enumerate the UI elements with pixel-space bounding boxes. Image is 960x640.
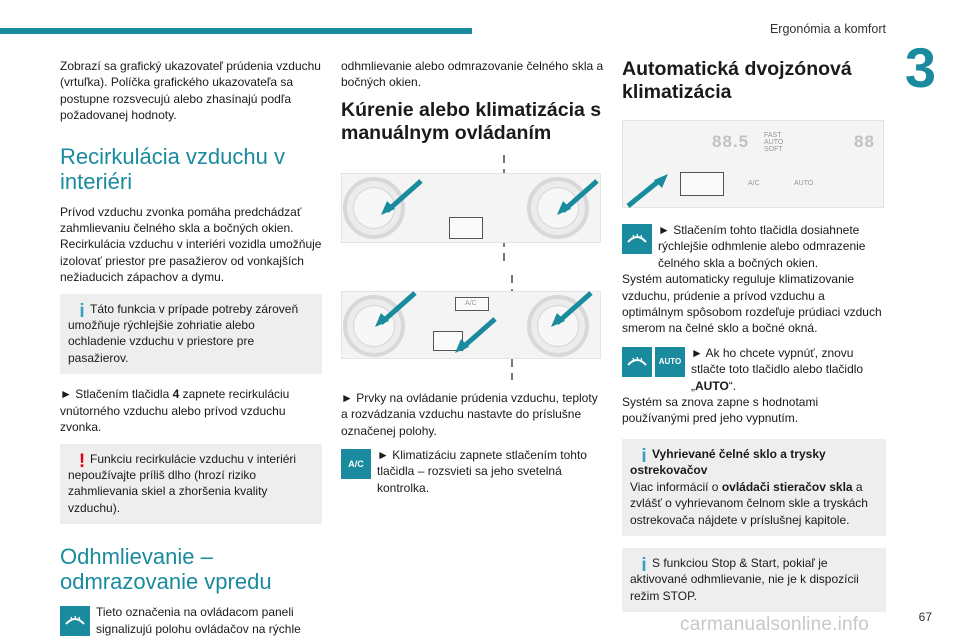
auto-label: AUTO: [764, 139, 784, 146]
manual-paragraph: ► Prvky na ovládanie prúdenia vzduchu, teploty a rozvádzania vzduchu nastavte do príslušne označenej polohy.: [341, 390, 598, 438]
soft-label: SOFT: [764, 146, 783, 153]
fast-label: FAST: [764, 132, 782, 139]
heading-auto-ac: Automatická dvojzónová klimatizácia: [622, 58, 852, 103]
auto-button-label: AUTO: [794, 180, 814, 187]
info-box-heated-windscreen: i Vyhrievané čelné sklo a trysky ostrekovačov Viac informácií o ovládači stieračov skla a zvlášť o vyhrievanom čelnom skle a tryskách ostrekovača nájdete v príslušnej kapitole.: [622, 439, 886, 536]
watermark: carmanualsonline.info: [680, 614, 870, 635]
info-icon: i: [79, 300, 85, 322]
defrost-icon: [60, 606, 90, 636]
heading-manual-ac: Kúrenie alebo klimatizácia s manuálnym ovládaním: [341, 98, 602, 144]
info-box-stop-start: [622, 548, 886, 612]
heading-recirculation: Recirkulácia vzduchu v interiéri: [60, 143, 285, 194]
defrost-icon: [622, 347, 652, 377]
manual-panel-figure-1: [341, 155, 605, 265]
recirculation-paragraph: Prívod vzduchu zvonka pomáha predchádzať zahmlievaniu čelného skla a bočných okien. Recirkulácia vzduchu v interiéri vozidla umožňuje izolovať priestor pre pasažierov od vonkajších nežiaducich zápachov a dymu.: [60, 204, 322, 285]
lcd-left-temp: 88.5: [712, 132, 750, 151]
manual-panel-figure-2: [341, 275, 605, 380]
info-box-recirculation: [60, 294, 322, 375]
defrost-icon: [622, 224, 652, 254]
defrost-continued: odhmlievanie alebo odmrazovanie čelného skla a bočných okien.: [341, 59, 604, 90]
info-icon: i: [641, 445, 647, 467]
defrost-paragraph: Tieto označenia na ovládacom paneli signalizujú polohu ovládačov na rýchle: [96, 605, 301, 636]
warning-icon: !: [78, 450, 86, 472]
recirculation-step: ► Stlačením tlačidla 4 zapnete recirkuláciu vnútorného vzduchu alebo prívod vzduchu zvonka.: [60, 387, 290, 435]
header-bar: [0, 28, 472, 34]
auto-icon: AUTO: [655, 347, 685, 377]
heading-defrost: Odhmlievanie – odmrazovanie vpredu: [60, 544, 272, 595]
intro-paragraph: Zobrazí sa grafický ukazovateľ prúdenia vzduchu (vrtuľka). Políčka grafického ukazovateľa sa postupne rozsvecujú alebo zhasínajú podľa požadovanej hodnoty.: [60, 59, 321, 123]
info-text: S funkciou Stop & Start, pokiaľ je aktivované odhmlievanie, nie je k dispozícii režim STOP.: [630, 555, 859, 603]
ac-step: ► Klimatizáciu zapnete stlačením tohto tlačidla – rozsvieti sa jeho svetelná kontrolka.: [377, 448, 587, 495]
auto-p1: ► Stlačením tohto tlačidla dosiahnete rýchlejšie odhmlenie alebo odmrazenie čelného skla a bočných okien.: [658, 223, 866, 270]
lcd-right-temp: 88: [854, 132, 875, 151]
column-3: [622, 58, 886, 624]
page-number: 67: [918, 610, 932, 624]
ac-icon: A/C: [341, 449, 371, 479]
warning-box-recirculation: [60, 444, 322, 525]
header-title: Ergonómia a komfort: [769, 22, 886, 36]
ac-label: A/C: [465, 299, 477, 307]
column-2: [341, 58, 605, 504]
ac-button-label: A/C: [748, 180, 760, 187]
auto-panel-figure: [622, 120, 886, 212]
info-icon: i: [641, 554, 647, 576]
chapter-number: 3: [904, 36, 936, 99]
info-text: Táto funkcia v prípade potreby zároveň umožňuje rýchlejšie zohriatie alebo ochladenie vzduchu v priestore pre pasažierov.: [68, 301, 299, 365]
auto-p3: ► Ak ho chcete vypnúť, znovu stlačte toto tlačidlo alebo tlačidlo „AUTO“.: [691, 345, 864, 393]
info-title: Vyhrievané čelné sklo a trysky ostrekovačov: [630, 446, 826, 478]
auto-p2: Systém automaticky reguluje klimatizovanie vzduchu, prúdenie a prívod vzduchu a optimálnym spôsobom rozdeľuje prúdiaci vzduch smerom na čelné sklo a bočné okná.: [622, 272, 882, 336]
auto-p4: Systém sa znova zapne s hodnotami používanými pred jeho vypnutím.: [622, 395, 819, 426]
column-1: [60, 58, 322, 640]
warning-text: Funkciu recirkulácie vzduchu v interiéri nepoužívajte príliš dlho (hrozí riziko zahmlievania skiel a zhoršenia kvality vzduchu).: [68, 451, 297, 515]
